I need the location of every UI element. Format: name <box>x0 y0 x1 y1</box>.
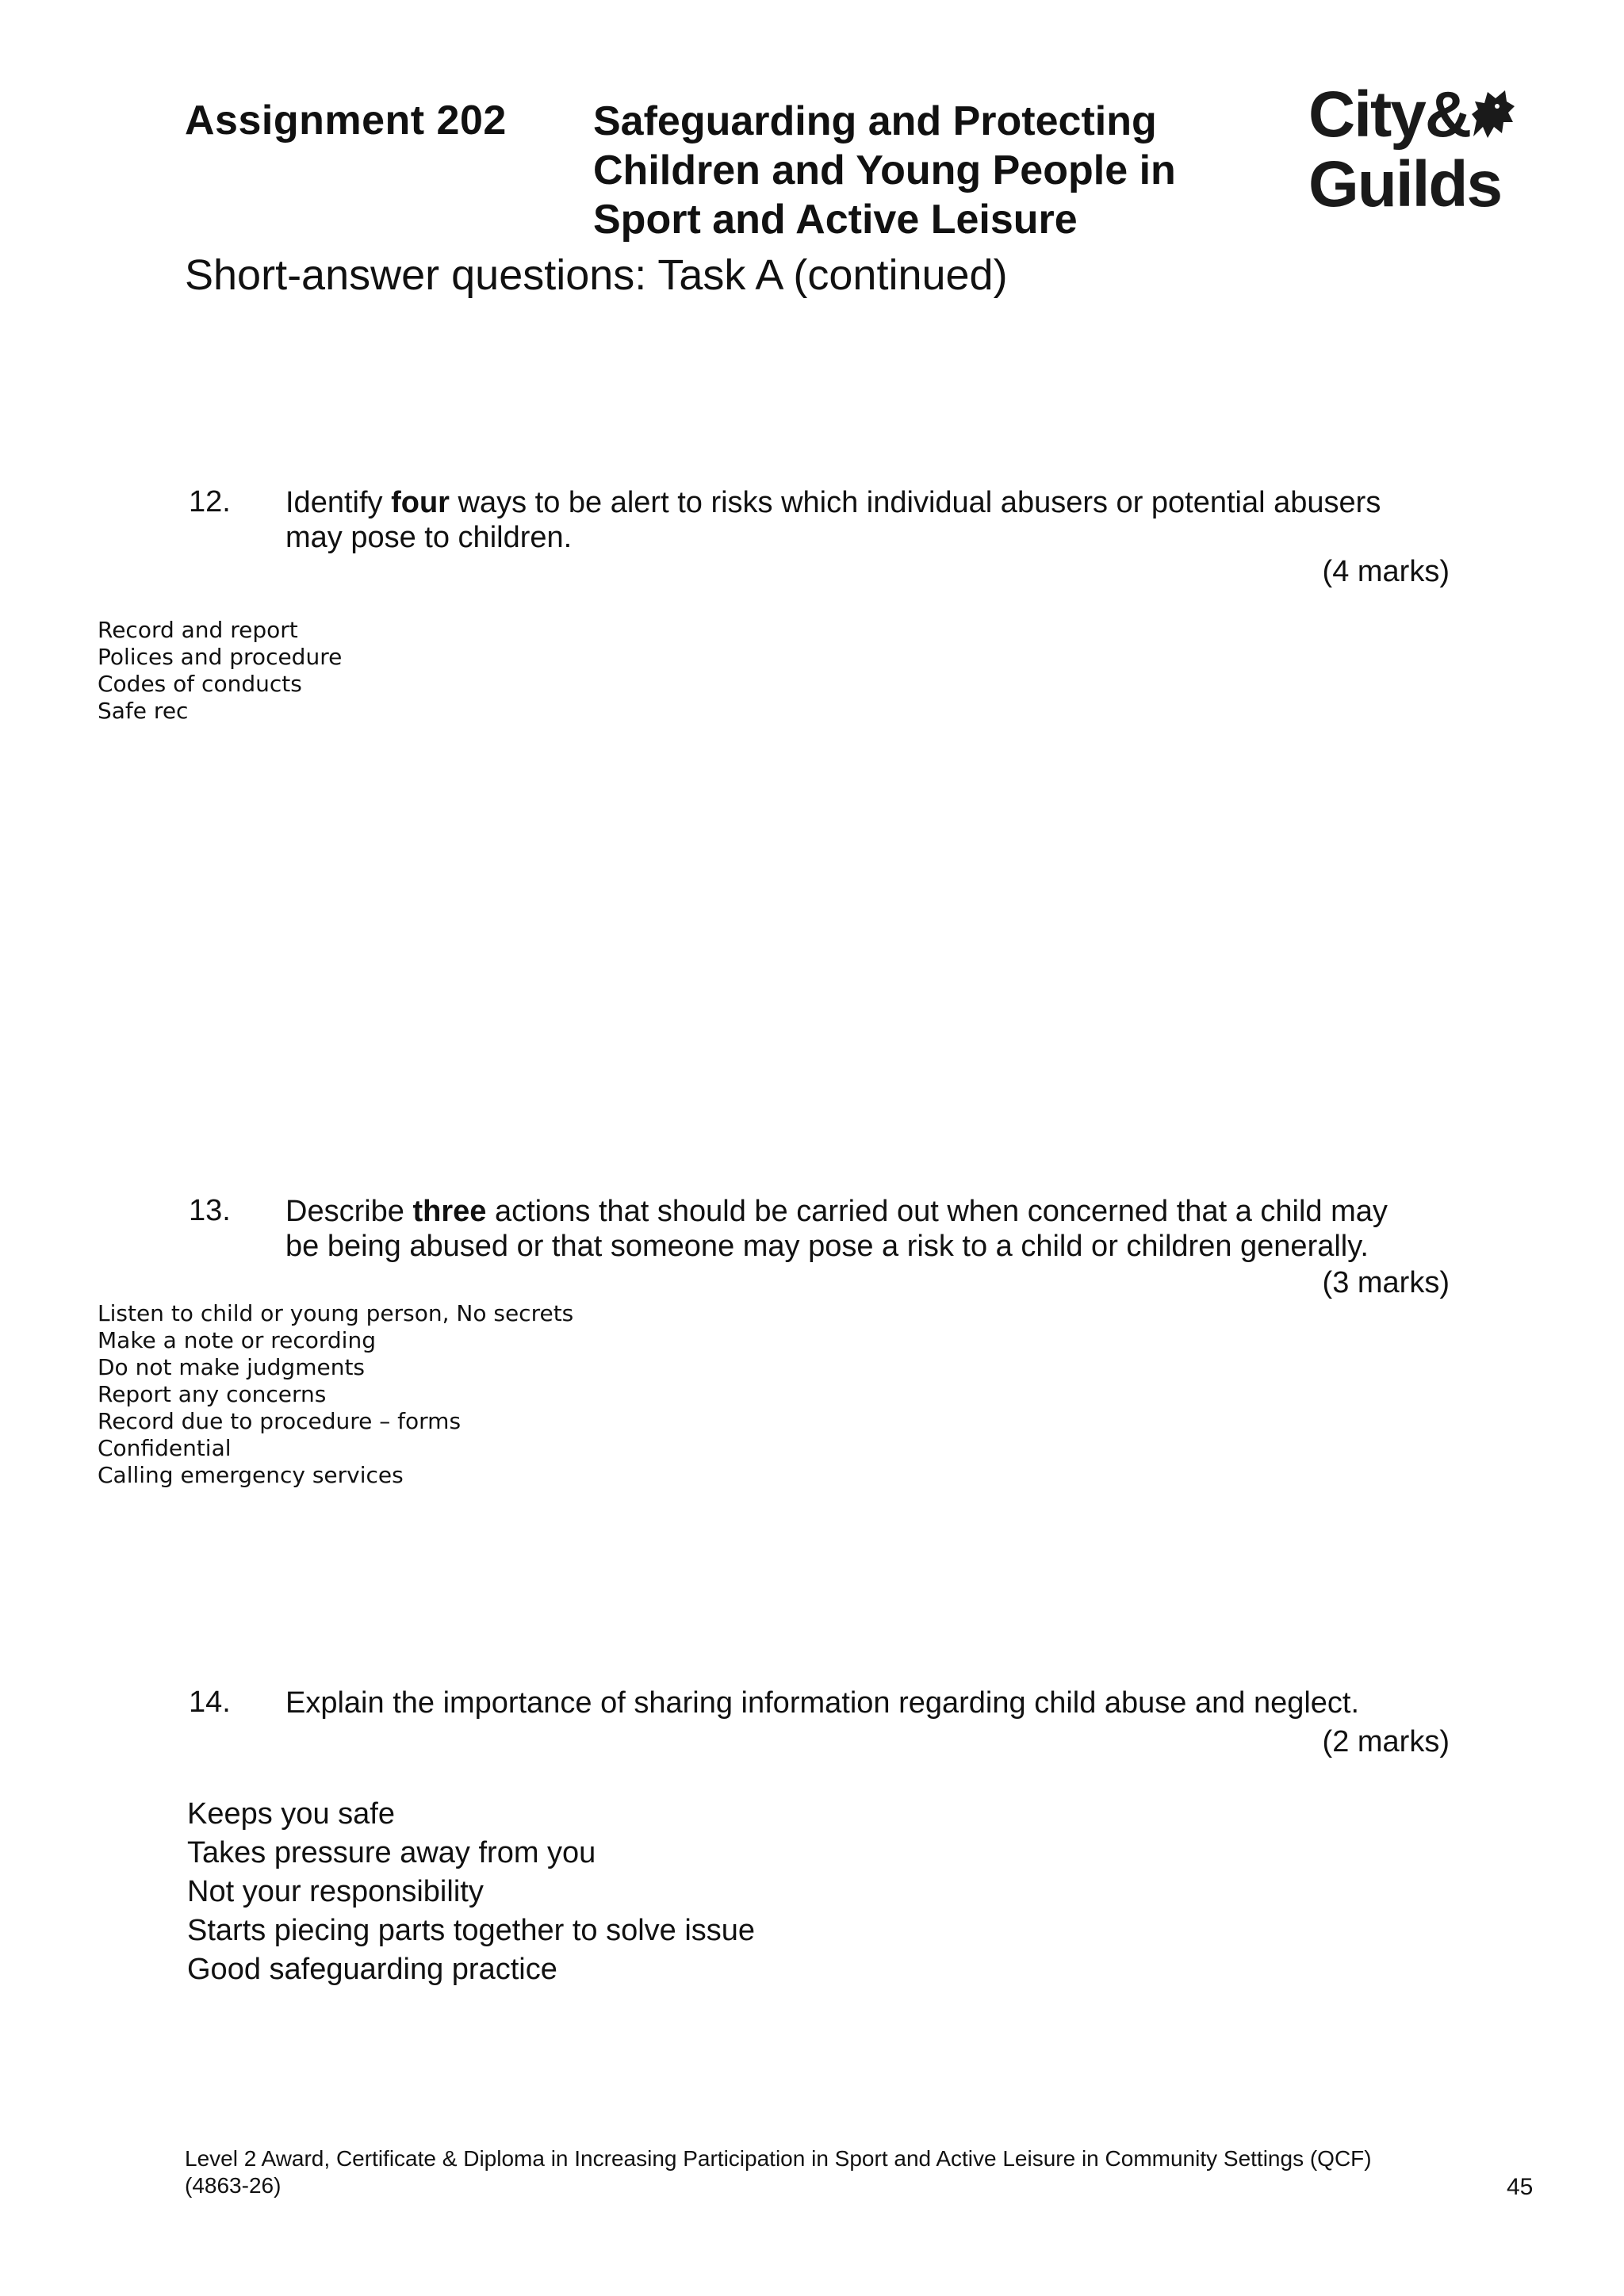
answer-line: Keeps you safe <box>187 1797 395 1831</box>
question-emphasis: three <box>412 1195 487 1228</box>
answer-list <box>98 617 342 725</box>
question-text-part: ways to be alert to risks which individual abusers or potential abusers may pose to children. <box>285 486 1381 554</box>
page-number: 45 <box>1507 2174 1534 2200</box>
assignment-label: Assignment 202 <box>185 98 507 144</box>
answer-list <box>98 1300 573 1489</box>
answer-list <box>187 1795 755 1989</box>
question-text <box>285 1194 1411 1264</box>
assignment-title <box>593 97 1176 244</box>
title-line: Sport and Active Leisure <box>593 197 1078 243</box>
answer-line: Confidential <box>98 1435 232 1461</box>
answer-line: Polices and procedure <box>98 644 343 670</box>
question-marks: (3 marks) <box>1322 1266 1450 1299</box>
page-footer <box>185 2145 1422 2199</box>
title-line: Children and Young People in <box>593 147 1176 193</box>
answer-line: Record and report <box>98 617 298 643</box>
question-number: 14. <box>189 1686 231 1719</box>
answer-line: Report any concerns <box>98 1381 327 1407</box>
answer-line: Codes of conducts <box>98 671 302 697</box>
question-text: Explain the importance of sharing information regarding child abuse and neglect. <box>285 1686 1360 1720</box>
page-subtitle: Short-answer questions: Task A (continued) <box>185 251 1008 299</box>
lion-icon <box>1467 86 1518 143</box>
title-line: Safeguarding and Protecting <box>593 98 1157 144</box>
answer-line: Do not make judgments <box>98 1354 366 1380</box>
question-emphasis: four <box>391 486 450 519</box>
question-marks: (4 marks) <box>1322 555 1450 588</box>
answer-line: Good safeguarding practice <box>187 1953 557 1986</box>
question-text-part: Describe <box>285 1195 413 1228</box>
footer-line: (4863-26) <box>185 2173 282 2198</box>
question-marks: (2 marks) <box>1322 1725 1450 1758</box>
footer-line: Level 2 Award, Certificate & Diploma in Increasing Participation in Sport and Active Leisure in Community Settings (QCF) <box>185 2146 1372 2171</box>
answer-line: Takes pressure away from you <box>187 1836 596 1869</box>
answer-line: Calling emergency services <box>98 1462 404 1488</box>
question-number: 13. <box>189 1194 231 1227</box>
logo-line: Guilds <box>1308 148 1502 220</box>
question-text-part: actions that should be carried out when concerned that a child may be being abused or that someone may pose a risk to a child or children generally. <box>285 1195 1388 1263</box>
logo-line: City& <box>1308 78 1471 151</box>
answer-line: Starts piecing parts together to solve issue <box>187 1914 756 1947</box>
question-text <box>285 485 1411 555</box>
answer-line: Not your responsibility <box>187 1875 484 1908</box>
answer-line: Record due to procedure – forms <box>98 1408 462 1434</box>
question-number: 12. <box>189 485 231 519</box>
question-text-part: Identify <box>285 486 392 519</box>
city-and-guilds-logo <box>1308 79 1522 222</box>
answer-line: Listen to child or young person, No secrets <box>98 1300 574 1326</box>
answer-line: Make a note or recording <box>98 1327 376 1353</box>
answer-line: Safe rec <box>98 698 189 724</box>
